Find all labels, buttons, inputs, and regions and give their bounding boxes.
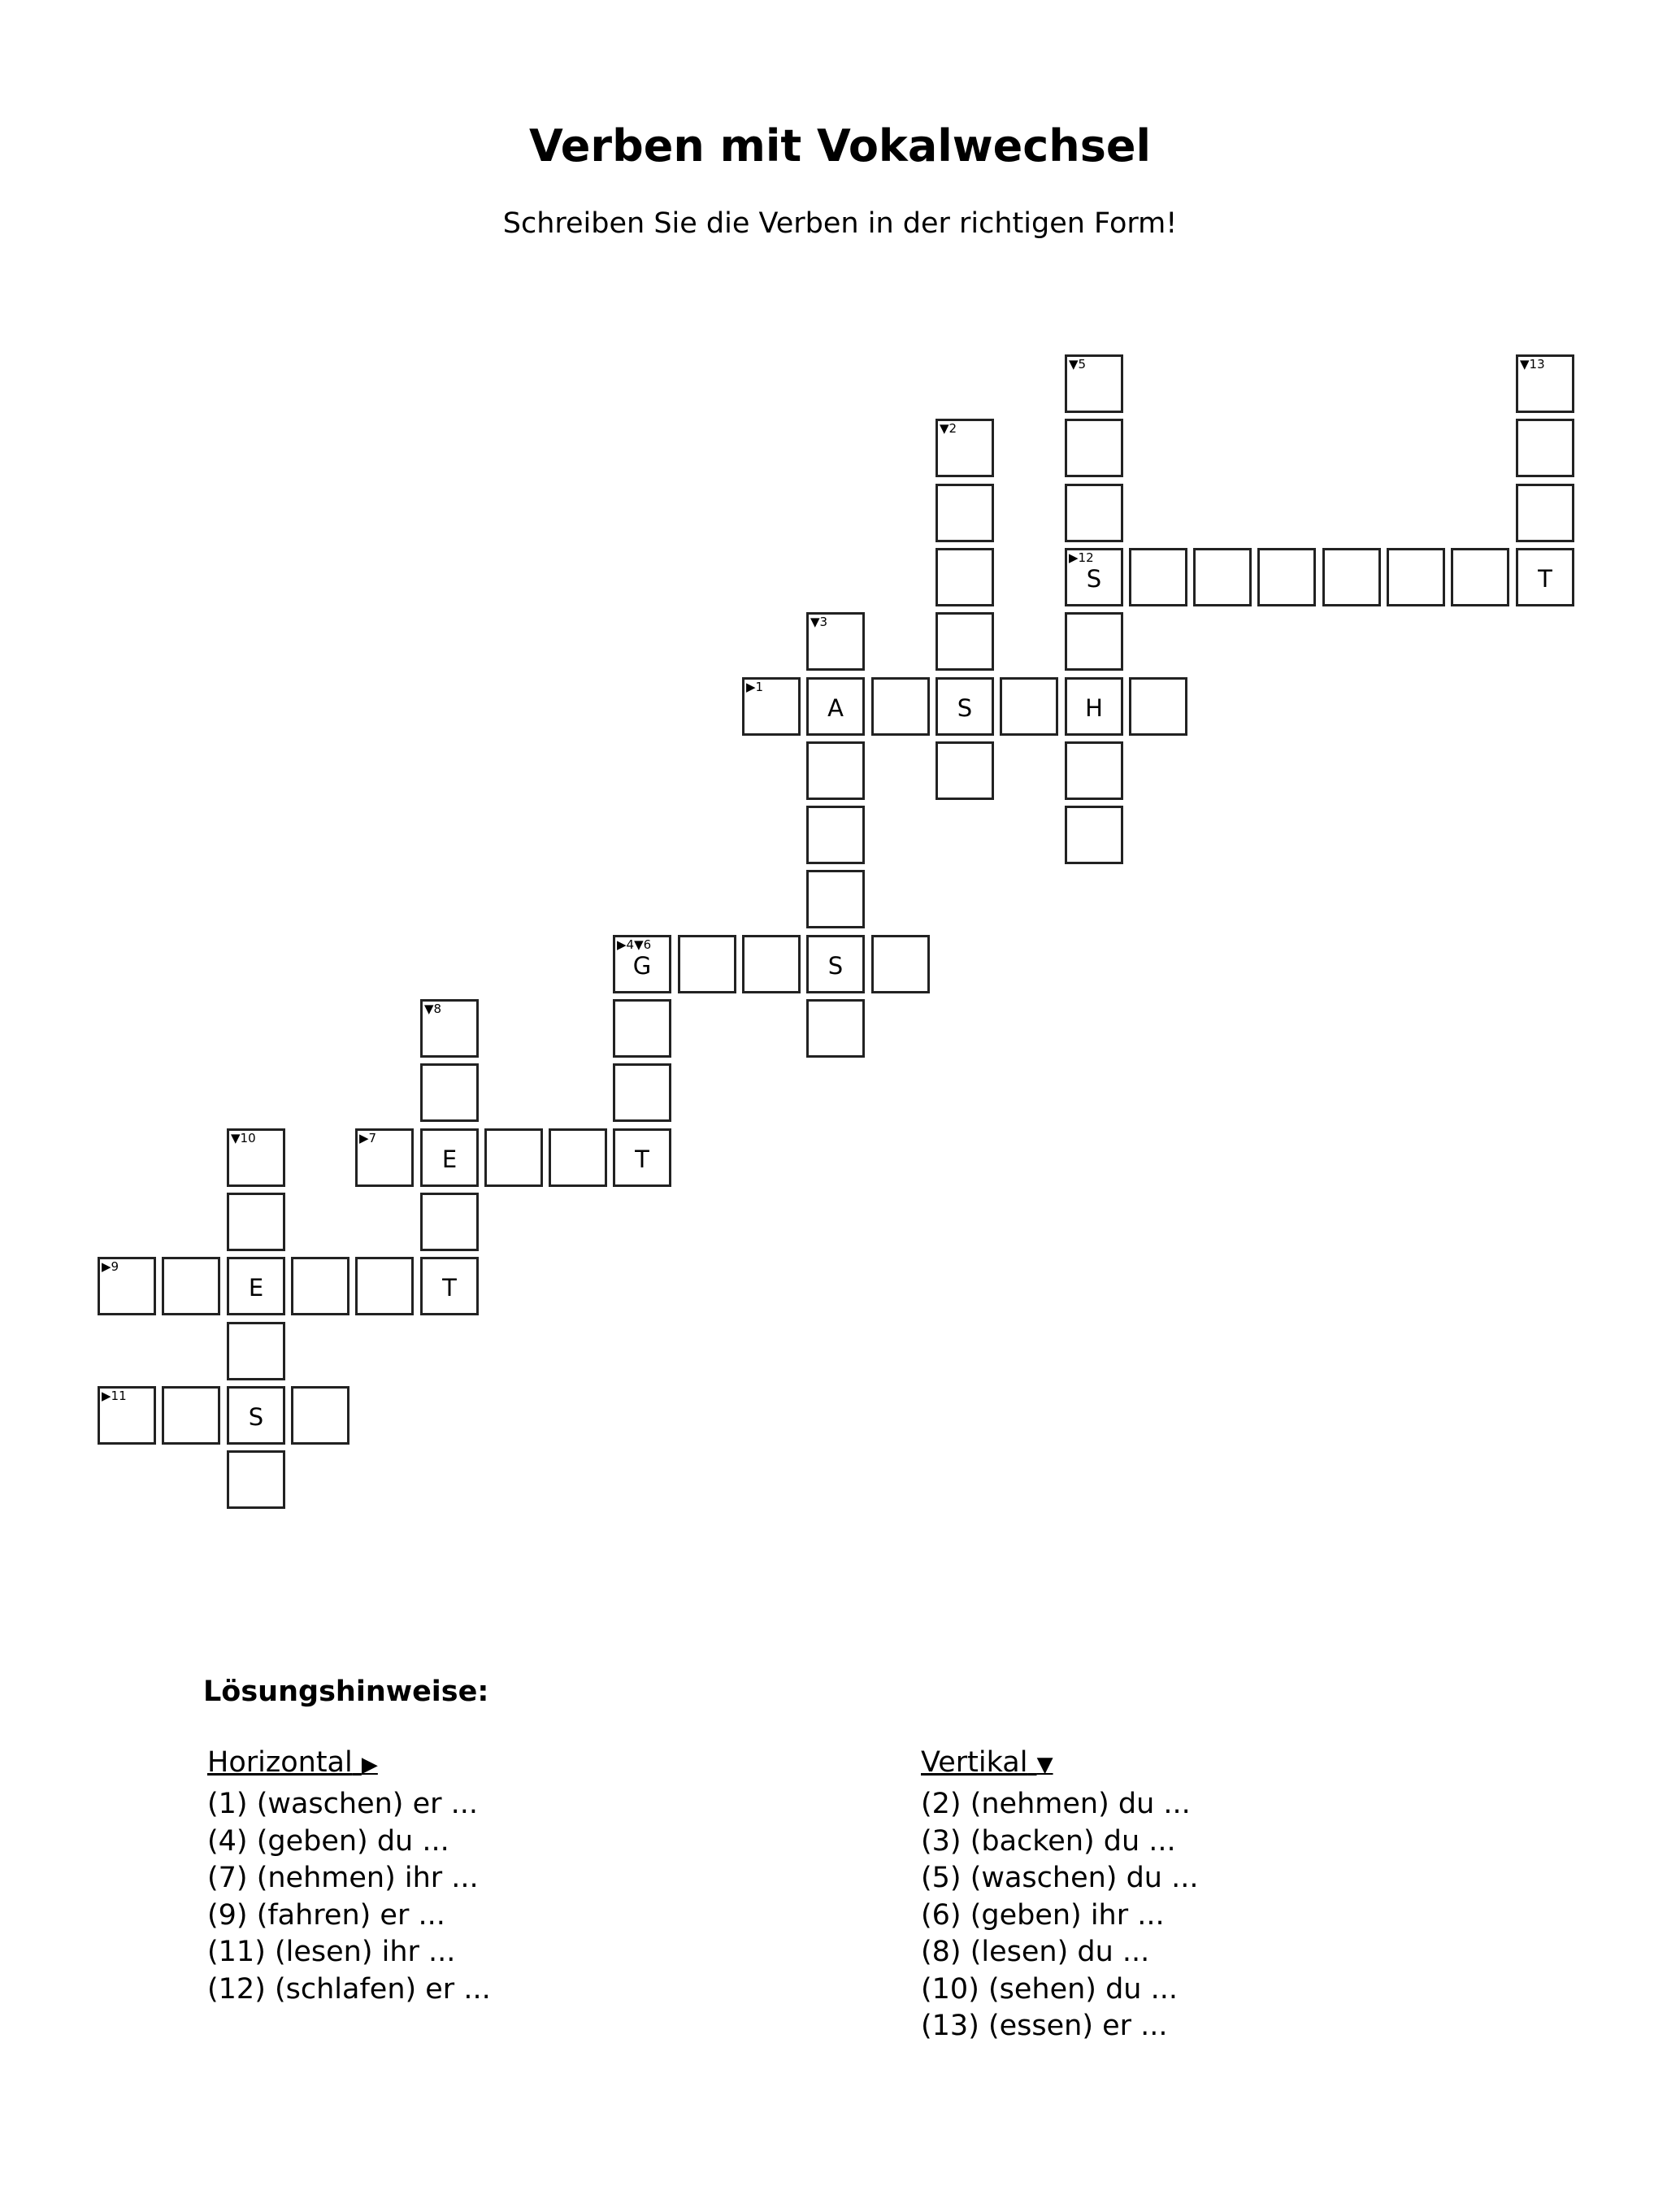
crossword-cell[interactable] [420, 1257, 479, 1315]
crossword-cell[interactable] [1516, 484, 1574, 542]
crossword-cell[interactable] [936, 677, 994, 736]
crossword-cell[interactable] [1065, 677, 1123, 736]
clue-item: (5) (waschen) du ... [921, 1862, 1199, 1894]
crossword-cell[interactable] [1451, 548, 1509, 606]
down-arrow-icon: ▼ [1036, 1753, 1053, 1777]
crossword-cell[interactable] [420, 1063, 479, 1122]
crossword-cell[interactable] [1322, 548, 1381, 606]
cell-letter: A [827, 694, 844, 722]
cell-letter: H [1085, 694, 1103, 722]
page-subtitle: Schreiben Sie die Verben in der richtigen Form! [502, 207, 1178, 240]
clue-number: ▶12 [1069, 550, 1094, 565]
crossword-cell[interactable] [484, 1128, 543, 1187]
crossword-cell[interactable] [936, 484, 994, 542]
crossword-cell[interactable] [355, 1257, 414, 1315]
crossword-cell[interactable] [806, 806, 865, 864]
clue-number: ▼3 [810, 615, 828, 629]
clue-number: ▼5 [1069, 357, 1087, 372]
crossword-cell[interactable] [98, 1386, 156, 1445]
clue-item: (2) (nehmen) du ... [921, 1788, 1191, 1820]
crossword-cell[interactable] [806, 677, 865, 736]
crossword-cell[interactable] [162, 1386, 220, 1445]
horizontal-heading-label: Horizontal [207, 1746, 353, 1779]
crossword-cell[interactable] [1065, 548, 1123, 606]
crossword-cell[interactable] [742, 935, 801, 993]
crossword-cell[interactable] [806, 741, 865, 800]
clue-item: (4) (geben) du ... [207, 1824, 449, 1858]
clue-item: (12) (schlafen) er ... [207, 1972, 491, 2006]
vertical-heading [921, 1744, 1199, 1786]
cell-letter: G [632, 952, 652, 980]
crossword-cell[interactable] [1129, 548, 1187, 606]
clue-item: (3) (backen) du ... [921, 1824, 1176, 1858]
crossword-cell[interactable] [806, 935, 865, 993]
clue-item: (11) (lesen) ihr ... [207, 1936, 456, 1968]
crossword-cell[interactable] [613, 935, 671, 993]
vertical-clue-list [921, 1786, 1199, 2045]
vertical-heading-label: Vertikal [921, 1746, 1028, 1779]
crossword-cell[interactable] [1516, 354, 1574, 413]
crossword-cell[interactable] [1516, 548, 1574, 606]
crossword-cell[interactable] [1065, 354, 1123, 413]
clue-number: ▶9 [102, 1259, 119, 1274]
clue-item: (6) (geben) ihr ... [921, 1898, 1165, 1932]
crossword-cell[interactable] [1129, 677, 1187, 736]
crossword-cell[interactable] [678, 935, 736, 993]
crossword-cell[interactable] [936, 741, 994, 800]
clue-item: (1) (waschen) er ... [207, 1788, 479, 1820]
clue-number: ▼13 [1520, 357, 1545, 372]
clue-item: (7) (nehmen) ihr ... [207, 1862, 479, 1894]
cell-letter: E [441, 1145, 458, 1173]
clue-number: ▶1 [746, 680, 764, 694]
crossword-cell[interactable] [227, 1257, 285, 1315]
crossword-cell[interactable] [420, 999, 479, 1058]
crossword-cell[interactable] [1065, 419, 1123, 477]
crossword-cell[interactable] [613, 999, 671, 1058]
clue-number: ▼2 [940, 421, 957, 436]
crossword-cell[interactable] [1065, 484, 1123, 542]
cell-letter: T [442, 1274, 457, 1302]
hints-title: Lösungshinweise: [203, 1676, 489, 1708]
horizontal-clues [207, 1744, 491, 2008]
cell-letter: S [1086, 565, 1102, 593]
clue-item: (8) (lesen) du ... [921, 1936, 1150, 1968]
crossword-cell[interactable] [936, 419, 994, 477]
crossword-cell[interactable] [291, 1386, 349, 1445]
right-arrow-icon: ▶ [361, 1753, 378, 1777]
clue-item: (10) (sehen) du ... [921, 1972, 1178, 2006]
horizontal-clue-list [207, 1786, 491, 2008]
clue-number: ▼8 [424, 1002, 442, 1016]
crossword-cell[interactable] [1000, 677, 1058, 736]
crossword-cell[interactable] [1065, 806, 1123, 864]
crossword-cell[interactable] [98, 1257, 156, 1315]
horizontal-heading [207, 1744, 491, 1786]
clue-number: ▶7 [359, 1131, 377, 1145]
crossword-cell[interactable] [936, 548, 994, 606]
crossword-cell[interactable] [1516, 419, 1574, 477]
cell-letter: E [248, 1274, 264, 1302]
crossword-cell[interactable] [227, 1450, 285, 1509]
clue-number: ▶4▼6 [617, 937, 652, 952]
crossword-cell[interactable] [806, 999, 865, 1058]
crossword-cell[interactable] [355, 1128, 414, 1187]
cell-letter: T [635, 1145, 649, 1173]
crossword-cell[interactable] [227, 1193, 285, 1251]
crossword-cell[interactable] [291, 1257, 349, 1315]
crossword-cell[interactable] [613, 1128, 671, 1187]
clue-number: ▼10 [231, 1131, 256, 1145]
crossword-cell[interactable] [227, 1386, 285, 1445]
crossword-cell[interactable] [806, 870, 865, 928]
crossword-cell[interactable] [871, 677, 930, 736]
clue-item: (13) (essen) er ... [921, 2010, 1168, 2042]
clue-number: ▶11 [102, 1389, 127, 1403]
page-title: Verben mit Vokalwechsel [528, 120, 1152, 172]
crossword-cell[interactable] [806, 612, 865, 671]
cell-letter: S [248, 1403, 264, 1431]
vertical-clues [921, 1744, 1199, 2045]
crossword-cell[interactable] [162, 1257, 220, 1315]
crossword-cell[interactable] [549, 1128, 607, 1187]
crossword-cell[interactable] [936, 612, 994, 671]
crossword-cell[interactable] [227, 1322, 285, 1380]
cell-letter: S [827, 952, 844, 980]
crossword-cell[interactable] [1387, 548, 1445, 606]
crossword-cell[interactable] [227, 1128, 285, 1187]
clue-item: (9) (fahren) er ... [207, 1898, 445, 1932]
crossword-cell[interactable] [420, 1128, 479, 1187]
crossword-cell[interactable] [871, 935, 930, 993]
crossword-cell[interactable] [420, 1193, 479, 1251]
crossword-cell[interactable] [613, 1063, 671, 1122]
crossword-cell[interactable] [742, 677, 801, 736]
cell-letter: S [957, 694, 973, 722]
crossword-cell[interactable] [1257, 548, 1316, 606]
cell-letter: T [1538, 565, 1552, 593]
crossword-cell[interactable] [1065, 741, 1123, 800]
crossword-cell[interactable] [1065, 612, 1123, 671]
crossword-cell[interactable] [1193, 548, 1252, 606]
